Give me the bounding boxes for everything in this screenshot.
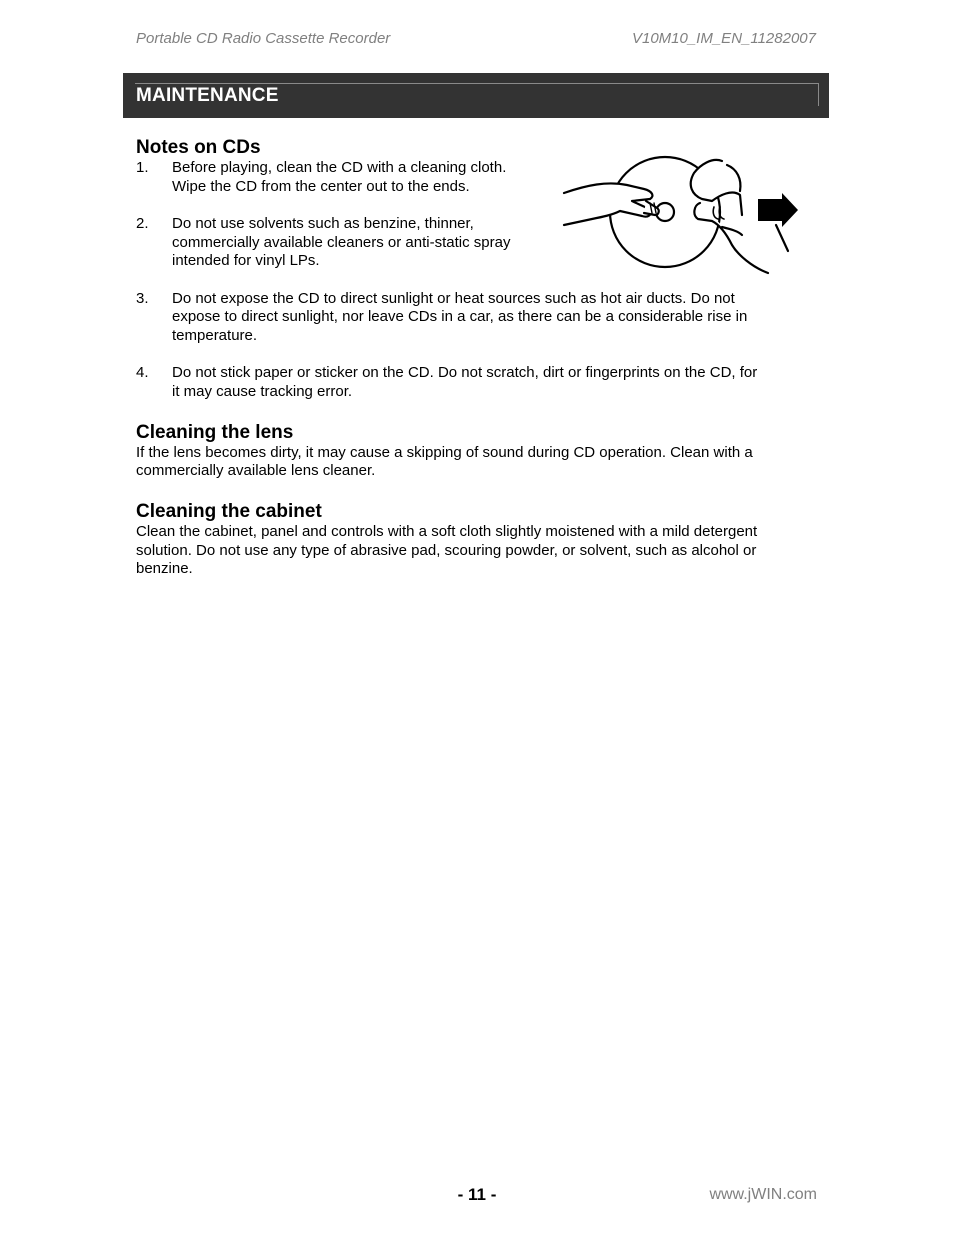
notes-on-cds-heading: Notes on CDs	[136, 137, 261, 158]
product-name: Portable CD Radio Cassette Recorder	[136, 30, 391, 47]
list-item: 3. Do not expose the CD to direct sunlight or heat sources such as hot air ducts. Do not expose to direct sunlight, nor leave CDs in a car, as there can be a considerable rise in temperature.	[136, 289, 748, 344]
notes-list	[136, 159, 816, 402]
list-spacer	[136, 346, 816, 365]
section-banner	[123, 73, 829, 118]
running-header	[136, 30, 816, 50]
page-number: - 11 -	[457, 1185, 497, 1204]
list-item: 1. Before playing, clean the CD with a cleaning cloth. Wipe the CD from the center out to the ends.	[136, 159, 507, 195]
cleaning-lens-heading: Cleaning the lens	[136, 421, 294, 443]
list-item: 4. Do not stick paper or sticker on the CD. Do not scratch, dirt or fingerprints on the CD, for it may cause tracking error.	[136, 364, 758, 400]
cleaning-cabinet-text: Clean the cabinet, panel and controls with a soft cloth slightly moistened with a mild detergent solution. Do not use any type of abrasive pad, scouring powder, or solvent, such as alcohol or benzine.	[136, 522, 758, 578]
document-code: V10M10_IM_EN_11282007	[631, 30, 816, 47]
list-spacer	[136, 271, 816, 290]
page-content	[136, 137, 816, 579]
list-item: 2. Do not use solvents such as benzine, thinner, commercially available cleaners or anti-static spray intended for vinyl LPs.	[136, 214, 511, 270]
cleaning-cabinet-heading: Cleaning the cabinet	[136, 500, 322, 522]
website-url: www.jWIN.com	[709, 1186, 817, 1203]
list-spacer	[136, 196, 816, 215]
cleaning-lens-text: If the lens becomes dirty, it may cause a skipping of sound during CD operation. Clean with a commercially available lens cleaner.	[136, 443, 753, 480]
section-title: MAINTENANCE	[136, 85, 279, 106]
